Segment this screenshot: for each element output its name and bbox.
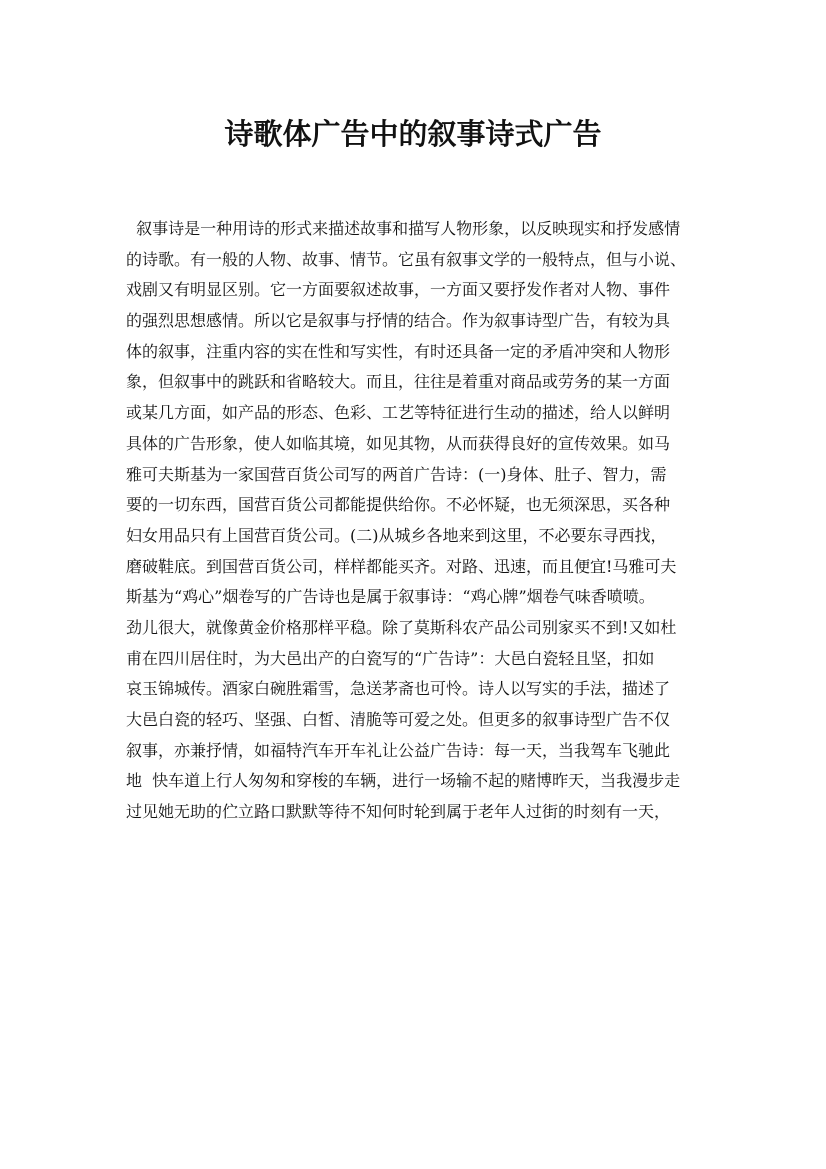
text-line: 叙事，亦兼抒情，如福特汽车开车礼让公益广告诗：每一天，当我驾车飞驰此 <box>126 740 671 760</box>
text-line: 过见她无助的伫立路口默默等待不知何时轮到属于老年人过街的时刻有一天， <box>126 802 671 822</box>
text-line: 或某几方面，如产品的形态、色彩、工艺等特征进行生动的描述，给人以鲜明 <box>126 403 671 423</box>
text-line: 磨破鞋底。到国营百货公司，样样都能买齐。对路、迅速，而且便宜!马雅可夫 <box>126 556 677 576</box>
body-paragraph <box>126 214 716 828</box>
text-line: 甫在四川居住时，为大邑出产的白瓷写的“广告诗”：大邑白瓷轻且坚，扣如 <box>126 648 655 668</box>
text-line: 斯基为“鸡心”烟卷写的广告诗也是属于叙事诗：“鸡心牌”烟卷气味香喷喷。 <box>126 587 655 607</box>
text-line: 妇女用品只有上国营百货公司。(二)从城乡各地来到这里，不必要东寻西找， <box>126 525 667 545</box>
text-line: 体的叙事，注重内容的实在性和写实性，有时还具备一定的矛盾冲突和人物形 <box>126 341 671 361</box>
text-line: 叙事诗是一种用诗的形式来描述故事和描写人物形象，以反映现实和抒发感情 <box>126 219 681 238</box>
text-line: 哀玉锦城传。酒家白碗胜霜雪，急送茅斋也可怜。诗人以写实的手法，描述了 <box>126 679 671 699</box>
text-line: 象，但叙事中的跳跃和省略较大。而且，往往是着重对商品或劳务的某一方面 <box>126 372 671 392</box>
text-line: 具体的广告形象，使人如临其境，如见其物，从而获得良好的宣传效果。如马 <box>126 433 671 453</box>
text-line: 大邑白瓷的轻巧、坚强、白皙、清脆等可爱之处。但更多的叙事诗型广告不仅 <box>126 710 671 729</box>
text-line: 要的一切东西，国营百货公司都能提供给你。不必怀疑，也无须深思，买各种 <box>126 495 671 515</box>
text-line: 的强烈思想感情。所以它是叙事与抒情的结合。作为叙事诗型广告，有较为具 <box>126 311 671 331</box>
text-line: 戏剧又有明显区别。它一方面要叙述故事，一方面又要抒发作者对人物、事件 <box>126 280 671 300</box>
text-line: 劲儿很大，就像黄金价格那样平稳。除了莫斯科农产品公司别家买不到!又如杜 <box>126 617 677 637</box>
text-line: 雅可夫斯基为一家国营百货公司写的两首广告诗：(一)身体、肚子、智力，需 <box>126 464 667 484</box>
text-line: 地 快车道上行人匆匆和穿梭的车辆，进行一场输不起的赌博昨天，当我漫步走 <box>126 771 681 791</box>
page-title: 诗歌体广告中的叙事诗式广告 <box>224 117 602 151</box>
text-line: 的诗歌。有一般的人物、故事、情节。它虽有叙事文学的一般特点，但与小说、 <box>126 249 687 269</box>
